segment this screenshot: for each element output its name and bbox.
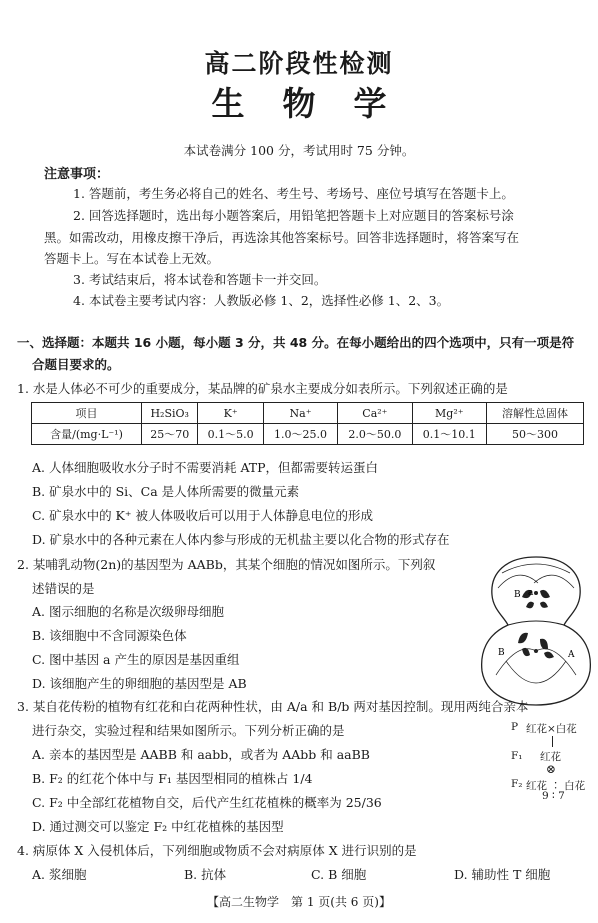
- table-cell: 0.1～10.1: [412, 424, 486, 445]
- dividing-cell-figure: [478, 553, 594, 706]
- notice-item-4: 4. 本试卷主要考试内容：人教版必修 1、2，选择性必修 1、2、3。: [73, 293, 450, 308]
- selfing-icon: ⊗: [546, 762, 557, 776]
- page-footer: 【高二生物学 第 1 页(共 6 页)】: [207, 895, 391, 909]
- table-header: Na⁺: [263, 403, 337, 424]
- q1-option-d: D. 矿泉水中的各种元素在人体内参与形成的无机盐主要以化合物的形式存在: [32, 532, 450, 547]
- table-header: 项目: [32, 403, 142, 424]
- f1-phenotype: 红花: [540, 751, 561, 763]
- gene-label-b-bottom: B: [498, 648, 505, 658]
- table-header: K⁺: [198, 403, 263, 424]
- notice-heading: 注意事项：: [44, 167, 110, 182]
- section-1-heading-cont: 合题目要求的。: [32, 357, 120, 372]
- subject-title: 生物学: [211, 84, 425, 123]
- q1-option-c: C. 矿泉水中的 K⁺ 被人体吸收后可以用于人体静息电位的形成: [32, 508, 373, 523]
- table-cell: 50～300: [487, 424, 584, 445]
- section-1-heading: 一、选择题：本题共 16 小题，每小题 3 分，共 48 分。在每小题给出的四个选项中，只有一项是符: [17, 335, 575, 350]
- table-cell: 1.0～25.0: [263, 424, 337, 445]
- table-cell: 25～70: [142, 424, 198, 445]
- q4-option-a: A. 浆细胞: [32, 867, 87, 882]
- q2-option-d: D. 该细胞产生的卵细胞的基因型是 AB: [32, 676, 247, 691]
- table-cell: 0.1～5.0: [198, 424, 263, 445]
- q3-stem: 3. 某自花传粉的植物有红花和白花两种性状，由 A/a 和 B/b 两对基因控制。现用两纯合亲本: [17, 699, 529, 714]
- arrow-line: [552, 736, 553, 747]
- gene-label-a: a: [528, 588, 534, 598]
- q1-option-a: A. 人体细胞吸收水分子时不需要消耗 ATP，但都需要转运蛋白: [32, 460, 379, 475]
- q2-option-a: A. 图示细胞的名称是次级卵母细胞: [32, 604, 224, 619]
- table-header: Ca²⁺: [338, 403, 412, 424]
- q4-option-b: B. 抗体: [184, 867, 227, 882]
- q4-option-c: C. B 细胞: [311, 867, 367, 882]
- mineral-water-table: [31, 402, 584, 445]
- gene-label-a-upper: A: [568, 650, 575, 660]
- q2-option-c: C. 图中基因 a 产生的原因是基因重组: [32, 652, 240, 667]
- table-cell: 2.0～50.0: [338, 424, 412, 445]
- q2-stem: 2. 某哺乳动物(2n)的基因型为 AABb，其某个细胞的情况如图所示。下列叙: [17, 557, 436, 572]
- q3-stem-cont: 进行杂交，实验过程和结果如图所示。下列分析正确的是: [32, 723, 345, 738]
- table-header-row: [32, 403, 584, 424]
- f2-ratio: 9 ∶ 7: [542, 790, 565, 802]
- table-header: H₂SiO₃: [142, 403, 198, 424]
- q3-option-d: D. 通过测交可以鉴定 F₂ 中红花植株的基因型: [32, 819, 284, 834]
- notice-item-2b: 黑。如需改动，用橡皮擦干净后，再选涂其他答案标号。回答非选择题时，将答案写在: [44, 230, 520, 245]
- q3-option-c: C. F₂ 中全部红花植物自交，后代产生红花植株的概率为 25/36: [32, 795, 382, 810]
- gene-label-b-top: B: [514, 590, 521, 600]
- q2-option-b: B. 该细胞中不含同源染色体: [32, 628, 187, 643]
- table-row: [32, 424, 584, 445]
- q2-stem-cont: 述错误的是: [32, 581, 95, 596]
- exam-info: 本试卷满分 100 分，考试用时 75 分钟。: [183, 143, 415, 158]
- q3-option-b: B. F₂ 的红花个体中与 F₁ 基因型相同的植株占 1/4: [32, 771, 313, 786]
- notice-item-3: 3. 考试结束后，将本试卷和答题卡一并交回。: [73, 272, 327, 287]
- q4-stem: 4. 病原体 X 入侵机体后，下列细胞或物质不会对病原体 X 进行识别的是: [17, 843, 417, 858]
- p-cross: 红花×白花: [526, 723, 577, 735]
- q3-option-a: A. 亲本的基因型是 AABB 和 aabb，或者为 AAbb 和 aaBB: [32, 747, 370, 762]
- table-header: 溶解性总固体: [487, 403, 584, 424]
- f2-generation-label: F₂: [511, 778, 523, 790]
- q1-option-b: B. 矿泉水中的 Si、Ca 是人体所需要的微量元素: [32, 484, 300, 499]
- table-cell-label: 含量/(mg·L⁻¹): [32, 424, 142, 445]
- notice-item-1: 1. 答题前，考生务必将自己的姓名、考生号、考场号、座位号填写在答题卡上。: [73, 186, 514, 201]
- p-generation-label: P: [511, 721, 519, 733]
- f2-phenotypes: 红花 ∶ 白花: [526, 780, 586, 792]
- exam-title: 高二阶段性检测: [204, 49, 394, 78]
- table-header: Mg²⁺: [412, 403, 486, 424]
- notice-item-2c: 答题卡上。写在本试卷上无效。: [44, 251, 220, 266]
- cross-diagram: [500, 716, 598, 806]
- q1-stem: 1. 水是人体必不可少的重要成分，某品牌的矿泉水主要成分如表所示。下列叙述正确的是: [17, 381, 508, 396]
- notice-item-2a: 2. 回答选择题时，选出每小题答案后，用铅笔把答题卡上对应题目的答案标号涂: [73, 208, 514, 223]
- q4-option-d: D. 辅助性 T 细胞: [454, 867, 551, 882]
- f1-generation-label: F₁: [511, 750, 523, 762]
